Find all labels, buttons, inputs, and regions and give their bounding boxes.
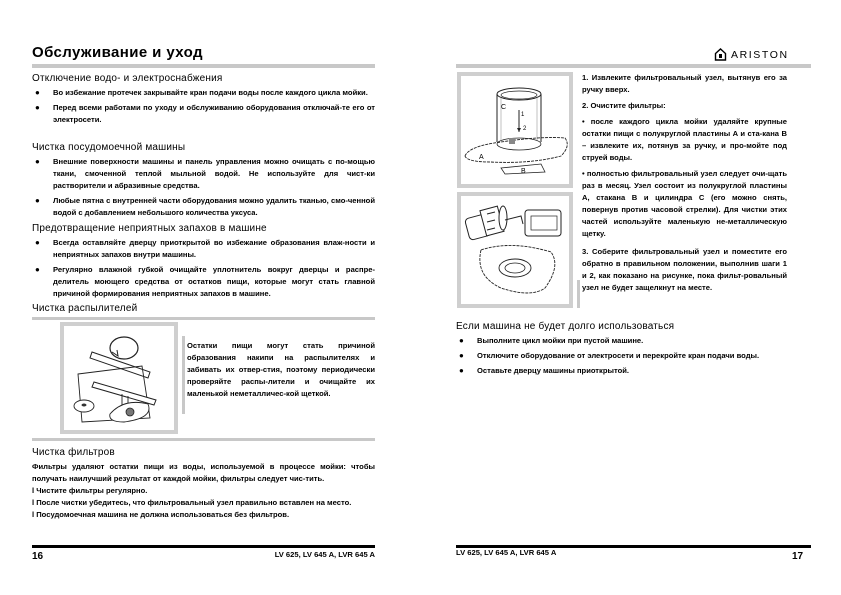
filter-instructions — [582, 72, 787, 294]
bullet-icon: ● — [35, 265, 40, 274]
section-heading-filters: Чистка фильтров — [32, 447, 115, 458]
label-1: 1 — [521, 112, 525, 118]
step-3: 3. Соберите фильтровальный узел и поместите его обратно в правильном положении, выполнив шаги 1 и 2, как показано на рисунке, пока фильт-ровальный узел не будет защелкнут на месте. — [582, 247, 787, 292]
step-2: 2. Очистите фильтры: — [582, 101, 666, 110]
filter-parts-drawing — [461, 196, 569, 304]
bullet-icon: ● — [459, 351, 464, 360]
list-item: ● Всегда оставляйте дверцу приоткрытой во избежание образования влаж-ности и неприятных запахов внутри машины. — [35, 238, 375, 259]
bullet-list-cleaning — [32, 156, 375, 222]
filters-line: l После чистки убедитесь, что фильтровальный узел правильно вставлен на место. — [32, 498, 352, 507]
section-heading-spray-arms: Чистка распылителей — [32, 303, 138, 314]
bullet-icon: ● — [35, 196, 40, 205]
bullet-list-unused — [456, 335, 811, 380]
brand-name: ARISTON — [731, 48, 789, 61]
header-divider-right — [456, 64, 811, 68]
step-1: 1. Извлеките фильтровальный узел, вытянув его за ручку вверх. — [582, 73, 787, 94]
list-item: ● Внешние поверхности машины и панель управления можно очищать с по-мощью ткани, смоченной теплой мыльной водой. Не используйте для чист-ки растворители и абразивные средства. — [35, 157, 375, 190]
filter-assembly-illustration — [457, 72, 573, 188]
filters-line: l Посудомоечная машина не должна использоваться без фильтров. — [32, 510, 290, 519]
text-side-bar — [182, 336, 185, 414]
section-heading-disconnect: Отключение водо- и электроснабжения — [32, 73, 223, 84]
spray-arm-illustration — [60, 322, 178, 434]
footer-rule-left — [32, 545, 375, 548]
list-item: ● Выполните цикл мойки при пустой машине. — [459, 336, 644, 345]
figure-side-bar — [577, 280, 580, 308]
bullet-icon: ● — [459, 366, 464, 375]
house-icon — [714, 48, 727, 61]
label-2: 2 — [523, 126, 527, 132]
filter-assembly-drawing — [461, 76, 569, 184]
filters-divider — [32, 438, 375, 441]
section-heading-unused: Если машина не будет долго использоваться — [456, 321, 675, 332]
list-item: ● Регулярно влажной губкой очищайте уплотнитель вокруг дверцы и распре-делитель моющего средства от остатков пищи, которые могут стать главной причиной формирования неприятных запахов в машине. — [35, 265, 375, 298]
model-list-left: LV 625, LV 645 A, LVR 645 A — [274, 550, 375, 559]
bullet-list-odors — [32, 237, 375, 303]
model-list-right: LV 625, LV 645 A, LVR 645 A — [456, 548, 557, 557]
page-title: Обслуживание и уход — [32, 44, 203, 61]
bullet-icon: ● — [35, 238, 40, 247]
list-item: ● Отключите оборудование от электросети и перекройте кран подачи воды. — [459, 351, 760, 360]
filters-intro: Фильтры удаляют остатки пищи из воды, используемой в процессе мойки: чтобы получать наилучший результат от каждой мойки, фильтры следует чис-тить. — [32, 462, 375, 483]
sub-bullet: • после каждого цикла мойки удаляйте крупные остатки пищи с полукруглой пластины A и ста-кана B – извлеките их, потянув за ручку, и про-мойте под струей воды. — [582, 117, 787, 162]
section-heading-odors: Предотвращение неприятных запахов в машине — [32, 223, 267, 234]
sub-bullet: • полностью фильтровальный узел следует очи-щать раз в месяц. Узел состоит из полукруглой пластины A, стакана B и цилиндра C (его можно снять, повернув против часовой стрелки). Для чистки этих частей используйте маленькую не-металлическую щетку. — [582, 169, 787, 238]
filters-line: l Чистите фильтры регулярно. — [32, 486, 148, 495]
bullet-icon: ● — [35, 157, 40, 166]
filters-text — [32, 461, 375, 521]
bullet-icon: ● — [459, 336, 464, 345]
list-item: ● Во избежание протечек закрывайте кран подачи воды после каждого цикла мойки. — [35, 88, 368, 97]
list-item: ● Перед всеми работами по уходу и обслуживанию оборудования отключай-те его от электросети. — [35, 103, 375, 124]
spray-arm-drawing — [64, 326, 174, 430]
list-item: ● Оставьте дверцу машины приоткрытой. — [459, 366, 629, 375]
bullet-list-disconnect — [32, 87, 375, 129]
label-a: A — [479, 154, 484, 161]
title-divider — [32, 64, 375, 68]
bullet-icon: ● — [35, 103, 40, 112]
page-number-right: 17 — [792, 551, 804, 562]
spray-divider — [32, 317, 375, 320]
bullet-icon: ● — [35, 88, 40, 97]
label-b: B — [521, 168, 526, 175]
ariston-logo — [714, 48, 789, 61]
section-heading-cleaning: Чистка посудомоечной машины — [32, 142, 186, 153]
label-c: C — [501, 104, 507, 111]
filter-parts-illustration — [457, 192, 573, 308]
page-number-left: 16 — [32, 551, 44, 562]
spray-arms-text: Остатки пищи могут стать причиной образования накипи на распылителях и забивать их отвер-стия, поэтому периодически проверяйте распы-лители и очищайте их маленькой неметалличес-кой щеткой. — [187, 341, 375, 398]
list-item: ● Любые пятна с внутренней части оборудования можно удалить тканью, смо-ченной водой с добавлением небольшого количества уксуса. — [35, 196, 375, 217]
